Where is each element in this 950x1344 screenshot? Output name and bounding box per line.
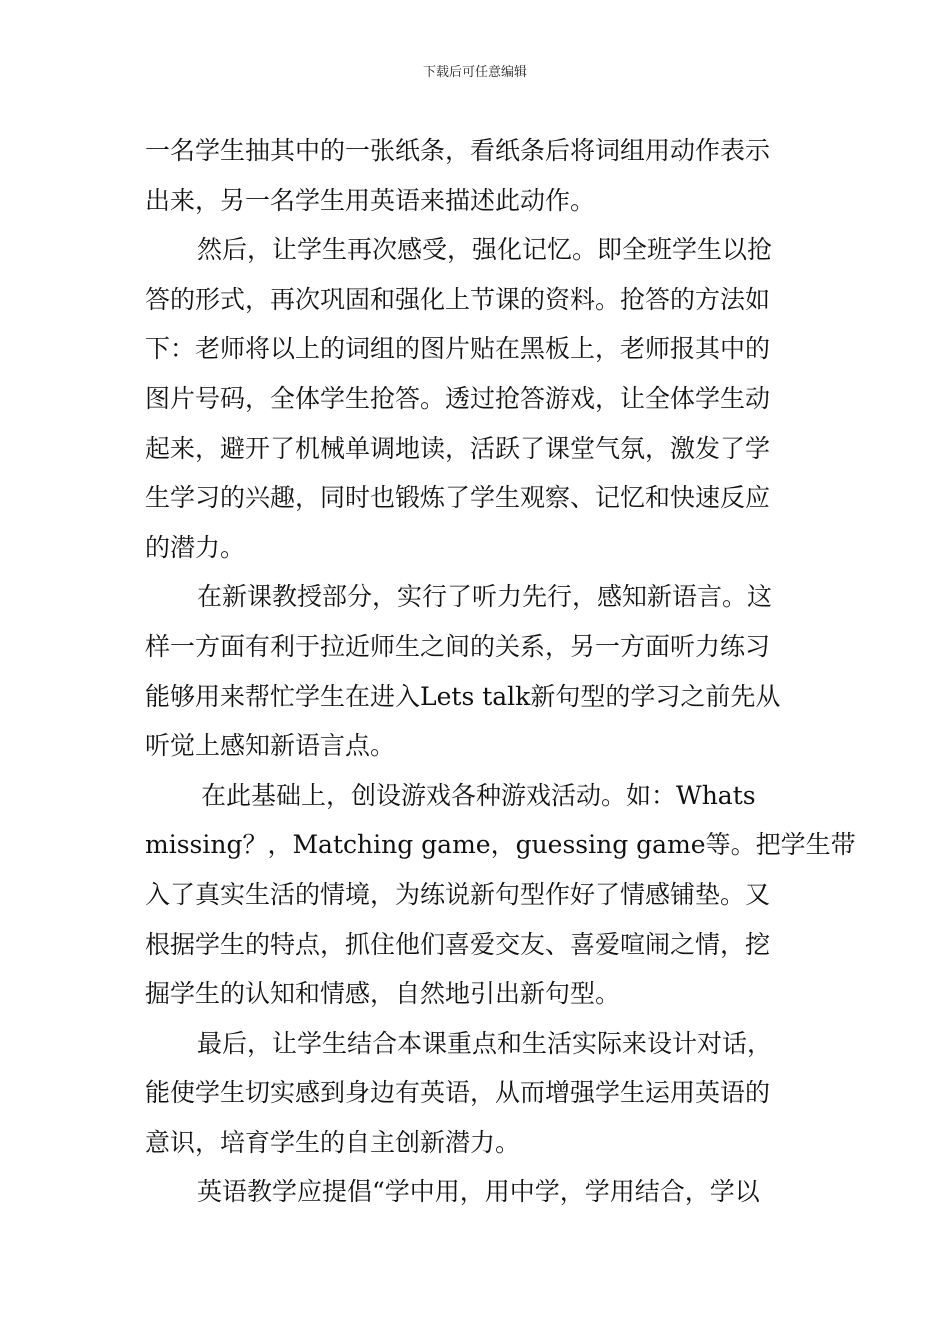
text-line: 生学习的兴趣，同时也锻炼了学生观察、记忆和快速反应 [145, 483, 771, 513]
text-line: missing？，Matching game，guessing game等。把学生带 [145, 830, 856, 860]
text-line: 的潜力。 [145, 532, 246, 562]
text-line: 听觉上感知新语言点。 [145, 731, 396, 761]
text-line: 出来，另一名学生用英语来描述此动作。 [145, 185, 596, 215]
text-line: 能够用来帮忙学生在进入Lets talk新句型的学习之前先从 [145, 681, 781, 711]
text-line: 掘学生的认知和情感，自然地引出新句型。 [145, 979, 621, 1009]
header-note: 下载后可任意编辑 [422, 65, 527, 80]
document-body [145, 126, 856, 1217]
text-line: 一名学生抽其中的一张纸条，看纸条后将词组用动作表示 [145, 136, 771, 165]
text-line: 下：老师将以上的词组的图片贴在黑板上，老师报其中的 [145, 334, 771, 364]
text-line: 起来，避开了机械单调地读，活跃了课堂气氛，激发了学 [145, 433, 771, 463]
text-line: 最后，让学生结合本课重点和生活实际来设计对话， [197, 1028, 773, 1058]
text-line: 意识，培育学生的自主创新潜力。 [145, 1127, 521, 1157]
page-header [0, 64, 950, 82]
text-line: 英语教学应提倡“学中用，用中学，学用结合，学以 [197, 1177, 760, 1207]
text-line: 入了真实生活的情境，为练说新句型作好了情感铺垫。又 [145, 879, 771, 909]
text-line: 在新课教授部分，实行了听力先行，感知新语言。这 [197, 582, 773, 612]
text-line: 然后，让学生再次感受，强化记忆。即全班学生以抢 [197, 235, 773, 265]
text-line: 在此基础上，创设游戏各种游戏活动。如：Whats [201, 780, 756, 810]
text-line: 根据学生的特点，抓住他们喜爱交友、喜爱喧闹之情，挖 [145, 929, 771, 959]
text-line: 图片号码，全体学生抢答。透过抢答游戏，让全体学生动 [145, 383, 771, 413]
text-line: 样一方面有利于拉近师生之间的关系，另一方面听力练习 [145, 631, 771, 661]
text-line: 能使学生切实感到身边有英语，从而增强学生运用英语的 [145, 1078, 771, 1108]
text-line: 答的形式，再次巩固和强化上节课的资料。抢答的方法如 [145, 284, 771, 314]
